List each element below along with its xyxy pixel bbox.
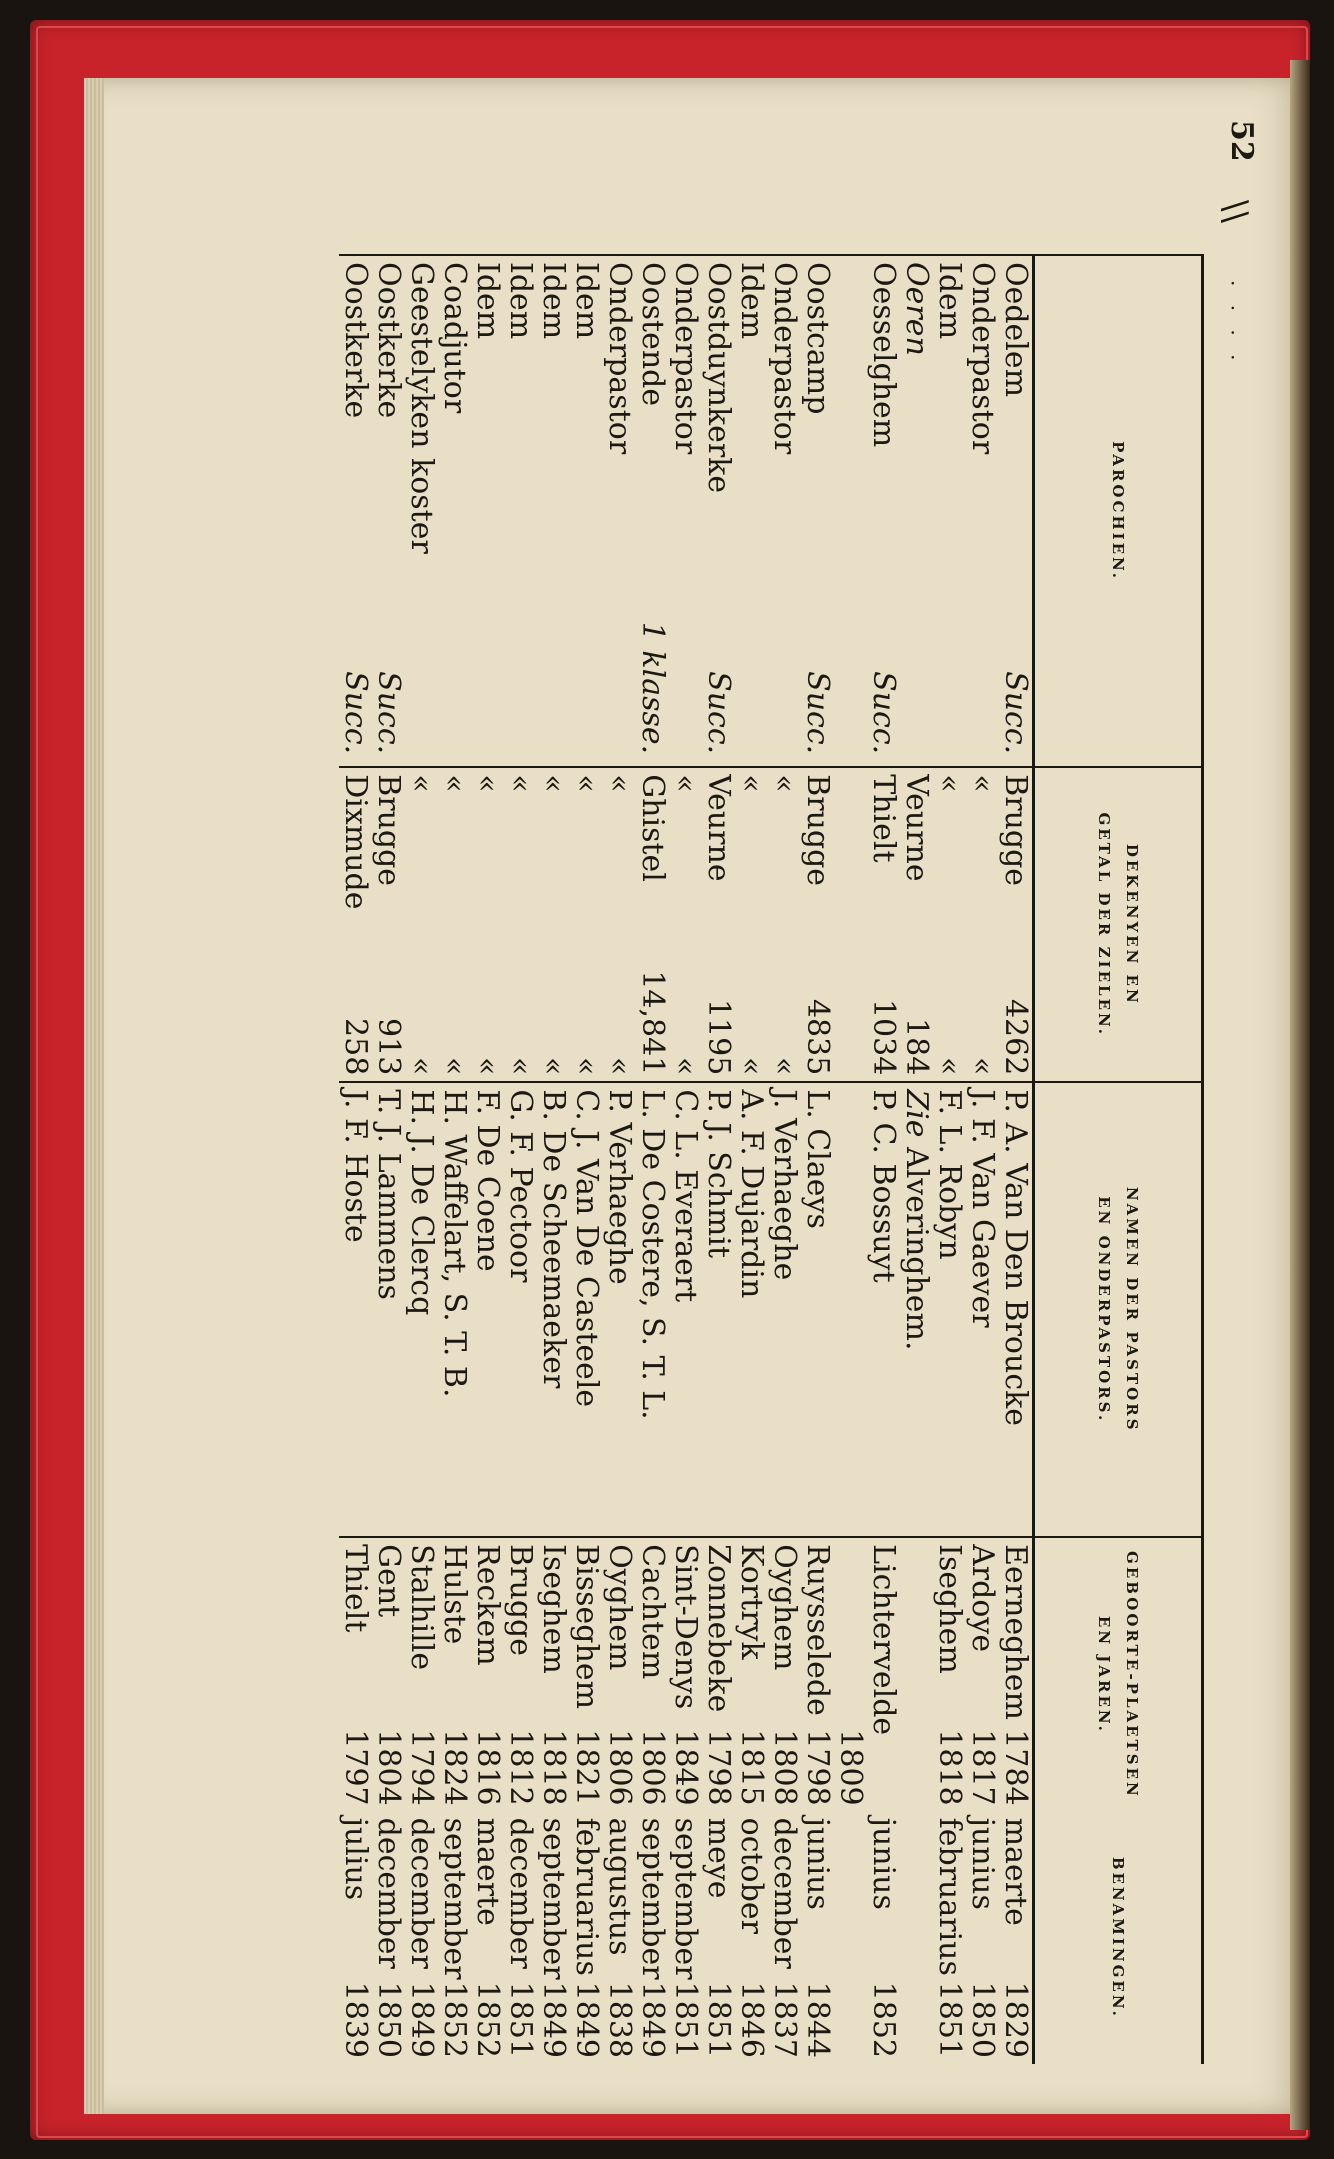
pastor-name-cell (834, 1082, 900, 1537)
birthplace: Ruysselede (800, 1544, 835, 1716)
appointment-year: 1852 (866, 1981, 901, 2058)
table-row (504, 255, 537, 2064)
appointment-month: augustus (602, 1817, 637, 1956)
pastor-name: C. L. Everaert (668, 1089, 703, 1303)
deanery: « (536, 774, 571, 793)
appointment-month: februarius (932, 1817, 967, 1976)
deanery: Thielt (866, 774, 901, 863)
souls-count: 184 (899, 1018, 934, 1076)
souls-count: 258 (338, 1018, 373, 1076)
appointment-cell (702, 1812, 735, 2064)
parish-cell (900, 255, 933, 767)
table-row (669, 255, 702, 2064)
appointment-month: maerte (998, 1817, 1033, 1926)
birth-year: 1808 (767, 1729, 802, 1806)
table-header-row (1034, 255, 1203, 2064)
pastor-name-cell (966, 1082, 999, 1537)
appointment-cell (669, 1812, 702, 2064)
deanery-cell (768, 767, 801, 1082)
table-row (702, 255, 735, 2064)
appointment-cell (438, 1812, 471, 2064)
deanery-cell (801, 767, 834, 1082)
deanery-cell (372, 767, 405, 1082)
souls-count: « (668, 1056, 703, 1076)
deanery: Dixmude (338, 774, 373, 910)
table-row (570, 255, 603, 2064)
deanery-cell (636, 767, 669, 1082)
birthplace: Iseghem (536, 1544, 571, 1674)
appointment-cell (966, 1812, 999, 2064)
table-row (339, 255, 372, 2064)
parish-cell (735, 255, 768, 767)
appointment-month: junius (866, 1817, 901, 1910)
birth-cell (636, 1537, 669, 1812)
table-row (537, 255, 570, 2064)
parish-name: Onderpastor (602, 262, 637, 455)
deanery: « (668, 774, 703, 793)
parish-ledger-table (339, 254, 1204, 2064)
parish-name: Idem (569, 262, 604, 340)
deanery-cell (900, 767, 933, 1082)
birthplace: Brugge (503, 1544, 538, 1656)
appointment-month: september (668, 1817, 703, 1980)
pastor-name: A. F. Dujardin (734, 1089, 769, 1299)
souls-count: 4835 (800, 998, 835, 1076)
appointment-month: september (437, 1817, 472, 1980)
appointment-month: october (734, 1817, 769, 1934)
pastor-name-cell (537, 1082, 570, 1537)
parish-cell (669, 255, 702, 767)
parish-name: Onderpastor (668, 262, 703, 455)
birth-year: 1784 (998, 1729, 1033, 1806)
pastor-name: J. F. Van Gaever (965, 1089, 1000, 1328)
souls-count: « (767, 1056, 802, 1076)
appointment-cell (339, 1812, 372, 2064)
birth-cell (999, 1537, 1034, 1812)
margin-dots: · · · · (1221, 280, 1245, 367)
deanery-cell (537, 767, 570, 1082)
deanery-cell (702, 767, 735, 1082)
appointment-year: 1851 (701, 1981, 736, 2058)
parish-cell (372, 255, 405, 767)
birth-cell (933, 1537, 966, 1812)
birth-year: 1816 (470, 1729, 505, 1806)
deanery: Brugge (800, 774, 835, 887)
appointment-month: junius (800, 1817, 835, 1910)
birthplace: Ardoye (965, 1544, 1000, 1653)
souls-count: « (503, 1056, 538, 1076)
table-row (999, 255, 1034, 2064)
deanery: « (965, 774, 1000, 793)
pastor-name: C. J. Van De Casteele (569, 1089, 604, 1408)
pastor-name-cell (999, 1082, 1034, 1537)
deanery-cell (339, 767, 372, 1082)
parish-status: Succ. (701, 671, 736, 755)
birth-year: 1817 (965, 1729, 1000, 1806)
pastor-name: P. J. Schmit (701, 1089, 736, 1259)
parish-name: Oedelem (998, 262, 1033, 398)
souls-count: « (734, 1056, 769, 1076)
pastor-name: G. F. Pectoor (503, 1089, 538, 1283)
appointment-cell (801, 1812, 834, 2064)
pastor-name-cell (702, 1082, 735, 1537)
appointment-cell (768, 1812, 801, 2064)
header-benamingen: BENAMINGEN. (1109, 1856, 1127, 2019)
parish-status: Succ. (866, 671, 901, 755)
birthplace: Bisseghem (569, 1544, 604, 1710)
appointment-month: junius (965, 1817, 1000, 1910)
appointment-cell (999, 1812, 1034, 2064)
parish-name: Idem (503, 262, 538, 340)
parish-cell (570, 255, 603, 767)
appointment-month: september (635, 1817, 670, 1980)
pastor-name: P. Verhaeghe (602, 1089, 637, 1285)
appointment-cell (933, 1812, 966, 2064)
ledger-body (339, 255, 1034, 2064)
birth-year: 1824 (437, 1729, 472, 1806)
deanery: Veurne (899, 774, 934, 882)
birth-cell (537, 1537, 570, 1812)
parish-name: Idem (734, 262, 769, 340)
appointment-cell (537, 1812, 570, 2064)
souls-count: 14,841 (635, 970, 670, 1076)
birth-cell (669, 1537, 702, 1812)
deanery-cell (405, 767, 438, 1082)
deanery: « (569, 774, 604, 793)
birth-cell (339, 1537, 372, 1812)
appointment-year: 1851 (932, 1981, 967, 2058)
souls-count: 1034 (866, 998, 901, 1076)
souls-count: « (569, 1056, 604, 1076)
page-number: 52 (1224, 120, 1259, 162)
parish-name: Coadjutor (437, 262, 472, 414)
birthplace: Kortryk (734, 1544, 769, 1660)
pastor-name-cell (933, 1082, 966, 1537)
parish-cell (801, 255, 834, 767)
birthplace: Eerneghem (998, 1544, 1033, 1720)
parish-name: Idem (470, 262, 505, 340)
appointment-year: 1849 (569, 1981, 604, 2058)
souls-count: 4262 (998, 998, 1033, 1076)
parish-cell (768, 255, 801, 767)
pastor-name: J. Verhaeghe (767, 1089, 802, 1281)
parish-name: Onderpastor (965, 262, 1000, 455)
deanery-cell (570, 767, 603, 1082)
parish-status: 1 klasse. (635, 621, 670, 755)
appointment-year: 1850 (965, 1981, 1000, 2058)
birth-cell (405, 1537, 438, 1812)
table-row (900, 255, 933, 2064)
header-dekenyen: DEKENYEN EN GETAL DER ZIELEN. (1034, 767, 1203, 1082)
table-row (372, 255, 405, 2064)
birth-cell (966, 1537, 999, 1812)
appointment-year: 1852 (470, 1981, 505, 2058)
birthplace: Stalhille (404, 1544, 439, 1671)
parish-status: Succ. (800, 671, 835, 755)
rotated-page-content (79, 90, 1259, 2090)
appointment-cell (570, 1812, 603, 2064)
appointment-month: meye (701, 1817, 736, 1899)
appointment-month: december (371, 1817, 406, 1969)
souls-count: « (965, 1056, 1000, 1076)
table-row (735, 255, 768, 2064)
pastor-name-cell (339, 1082, 372, 1537)
parish-cell (471, 255, 504, 767)
table-row (801, 255, 834, 2064)
parish-name: Oostkerke (371, 262, 406, 419)
souls-count: 913 (371, 1018, 406, 1076)
appointment-year: 1851 (668, 1981, 703, 2058)
birth-cell (768, 1537, 801, 1812)
souls-count: « (536, 1056, 571, 1076)
birthplace: Iseghem (932, 1544, 967, 1674)
deanery-cell (999, 767, 1034, 1082)
birth-year: 1798 (701, 1729, 736, 1806)
header-geboorte: GEBOORTE-PLAETSEN EN JAREN. (1034, 1537, 1203, 1812)
birth-year: 1818 (932, 1729, 967, 1806)
parish-cell (504, 255, 537, 767)
deanery-cell (966, 767, 999, 1082)
birth-year: 1818 (536, 1729, 571, 1806)
appointment-year: 1849 (404, 1981, 439, 2058)
appointment-year: 1851 (503, 1981, 538, 2058)
appointment-month: december (503, 1817, 538, 1969)
deanery-cell (834, 767, 900, 1082)
pastor-name: L. De Costere, S. T. L. (635, 1089, 670, 1420)
parish-cell (339, 255, 372, 767)
pastor-name-cell (801, 1082, 834, 1537)
birth-year: 1812 (503, 1729, 538, 1806)
pastor-name-cell (900, 1082, 933, 1537)
appointment-year: 1850 (371, 1981, 406, 2058)
parish-name: Geestelyken koster (404, 262, 439, 554)
appointment-month: februarius (569, 1817, 604, 1976)
appointment-year: 1844 (800, 1981, 835, 2058)
appointment-cell (504, 1812, 537, 2064)
deanery: « (503, 774, 538, 793)
parish-cell (438, 255, 471, 767)
parish-status: Succ. (371, 671, 406, 755)
deanery-cell (504, 767, 537, 1082)
birth-year: 1821 (569, 1729, 604, 1806)
birth-year: 1809 (833, 1729, 868, 1806)
birth-year: 1815 (734, 1729, 769, 1806)
pastor-name-cell (636, 1082, 669, 1537)
appointment-cell (603, 1812, 636, 2064)
souls-count: « (932, 1056, 967, 1076)
birthplace: Zonnebeke (701, 1544, 736, 1713)
birthplace: Oyghem (767, 1544, 802, 1671)
appointment-cell (735, 1812, 768, 2064)
parish-name: Oostduynkerke (701, 262, 736, 494)
appointment-month: december (404, 1817, 439, 1969)
pastor-name-cell (372, 1082, 405, 1537)
deanery-cell (438, 767, 471, 1082)
deanery-cell (471, 767, 504, 1082)
parish-name: Oostende (635, 262, 670, 407)
parish-cell (636, 255, 669, 767)
birthplace: Hulste (437, 1544, 472, 1645)
deanery: « (437, 774, 472, 793)
deanery-cell (603, 767, 636, 1082)
birth-cell (471, 1537, 504, 1812)
pastor-name: F. De Coene (470, 1089, 505, 1272)
birth-year: 1804 (371, 1729, 406, 1806)
header-namen: NAMEN DER PASTORS EN ONDERPASTORS. (1034, 1082, 1203, 1537)
parish-cell (999, 255, 1034, 767)
deanery: Brugge (371, 774, 406, 887)
parish-name: Oostcamp (800, 262, 835, 415)
table-row (438, 255, 471, 2064)
deanery: « (404, 774, 439, 793)
appointment-cell (471, 1812, 504, 2064)
appointment-year: 1837 (767, 1981, 802, 2058)
souls-count: « (470, 1056, 505, 1076)
birthplace: Oyghem (602, 1544, 637, 1671)
birthplace: Sint-Denys (668, 1544, 703, 1710)
pastor-name-cell (603, 1082, 636, 1537)
birth-cell (603, 1537, 636, 1812)
table-row (603, 255, 636, 2064)
pastor-name-cell (405, 1082, 438, 1537)
appointment-cell (405, 1812, 438, 2064)
appointment-month: september (536, 1817, 571, 1980)
parish-cell (603, 255, 636, 767)
souls-count: 1195 (701, 998, 736, 1076)
pastor-name-cell (438, 1082, 471, 1537)
deanery: « (734, 774, 769, 793)
birthplace: Gent (371, 1544, 406, 1618)
deanery: « (602, 774, 637, 793)
table-row (768, 255, 801, 2064)
table-row (471, 255, 504, 2064)
table-row (966, 255, 999, 2064)
pastor-name: H. J. De Clercq (404, 1089, 439, 1316)
birth-cell (570, 1537, 603, 1812)
appointment-month: julius (338, 1817, 373, 1901)
appointment-year: 1846 (734, 1981, 769, 2058)
pastor-name: Zie Alveringhem. (899, 1089, 934, 1351)
birth-cell (735, 1537, 768, 1812)
deanery-cell (669, 767, 702, 1082)
appointment-month: maerte (470, 1817, 505, 1926)
pastor-name-cell (768, 1082, 801, 1537)
pastor-name: J. F. Hoste (338, 1089, 373, 1243)
birth-year: 1806 (602, 1729, 637, 1806)
birth-year: 1797 (338, 1729, 373, 1806)
pastor-name-cell (471, 1082, 504, 1537)
birth-year: 1798 (800, 1729, 835, 1806)
pastor-name-cell (504, 1082, 537, 1537)
birthplace: Lichtervelde (866, 1544, 901, 1736)
parish-status: Succ. (338, 671, 373, 755)
table-row (933, 255, 966, 2064)
parish-name: Oostkerke (338, 262, 373, 419)
souls-count: « (437, 1056, 472, 1076)
appointment-month: december (767, 1817, 802, 1969)
appointment-cell (900, 1812, 933, 2064)
appointment-cell (636, 1812, 669, 2064)
parish-name: Idem (536, 262, 571, 340)
table-row (834, 255, 900, 2064)
deanery: Ghistel (635, 774, 670, 882)
appointment-year: 1829 (998, 1981, 1033, 2058)
birth-cell (372, 1537, 405, 1812)
souls-count: « (404, 1056, 439, 1076)
pastor-name: T. J. Lammens (371, 1089, 406, 1300)
parish-cell (537, 255, 570, 767)
birth-cell (900, 1537, 933, 1812)
pastor-name: L. Claeys (800, 1089, 835, 1229)
book-gutter (1290, 60, 1310, 2130)
appointment-year: 1839 (338, 1981, 373, 2058)
birthplace: Thielt (338, 1544, 373, 1633)
header-parochien: PAROCHIEN. (1034, 255, 1203, 767)
deanery: « (932, 774, 967, 793)
birth-cell (504, 1537, 537, 1812)
table-row (636, 255, 669, 2064)
birthplace: Reckem (470, 1544, 505, 1666)
pastor-name: B. De Scheemaeker (536, 1089, 571, 1389)
parish-cell (966, 255, 999, 767)
parish-name: Oeren (899, 262, 934, 356)
appointment-cell (834, 1812, 900, 2064)
birth-year: 1794 (404, 1729, 439, 1806)
deanery-cell (933, 767, 966, 1082)
birth-year: 1849 (668, 1729, 703, 1806)
appointment-year: 1849 (635, 1981, 670, 2058)
parish-cell (834, 255, 900, 767)
pastor-name: P. C. Bossuyt (866, 1089, 901, 1283)
appointment-year: 1849 (536, 1981, 571, 2058)
pastor-name: P. A. Van Den Broucke (998, 1089, 1033, 1427)
parish-cell (405, 255, 438, 767)
birthplace: Cachtem (635, 1544, 670, 1680)
deanery: « (470, 774, 505, 793)
birth-cell (834, 1537, 900, 1812)
deanery: « (767, 774, 802, 793)
birth-cell (702, 1537, 735, 1812)
margin-mark: \\ (1215, 200, 1255, 223)
deanery: Brugge (998, 774, 1033, 887)
parish-name: Idem (932, 262, 967, 340)
parish-cell (933, 255, 966, 767)
parish-cell (702, 255, 735, 767)
pastor-name-cell (669, 1082, 702, 1537)
birth-cell (801, 1537, 834, 1812)
parish-name: Oesselghem (866, 262, 901, 448)
deanery: Veurne (701, 774, 736, 882)
deanery-cell (735, 767, 768, 1082)
pastor-name: H. Waffelart, S. T. B. (437, 1089, 472, 1398)
pastor-name: F. L. Robyn (932, 1089, 967, 1260)
souls-count: « (602, 1056, 637, 1076)
birth-cell (438, 1537, 471, 1812)
appointment-cell (372, 1812, 405, 2064)
table-row (405, 255, 438, 2064)
parish-status: Succ. (998, 671, 1033, 755)
appointment-year: 1838 (602, 1981, 637, 2058)
appointment-year: 1852 (437, 1981, 472, 2058)
pastor-name-cell (735, 1082, 768, 1537)
parish-name: Onderpastor (767, 262, 802, 455)
pastor-name-cell (570, 1082, 603, 1537)
birth-year: 1806 (635, 1729, 670, 1806)
